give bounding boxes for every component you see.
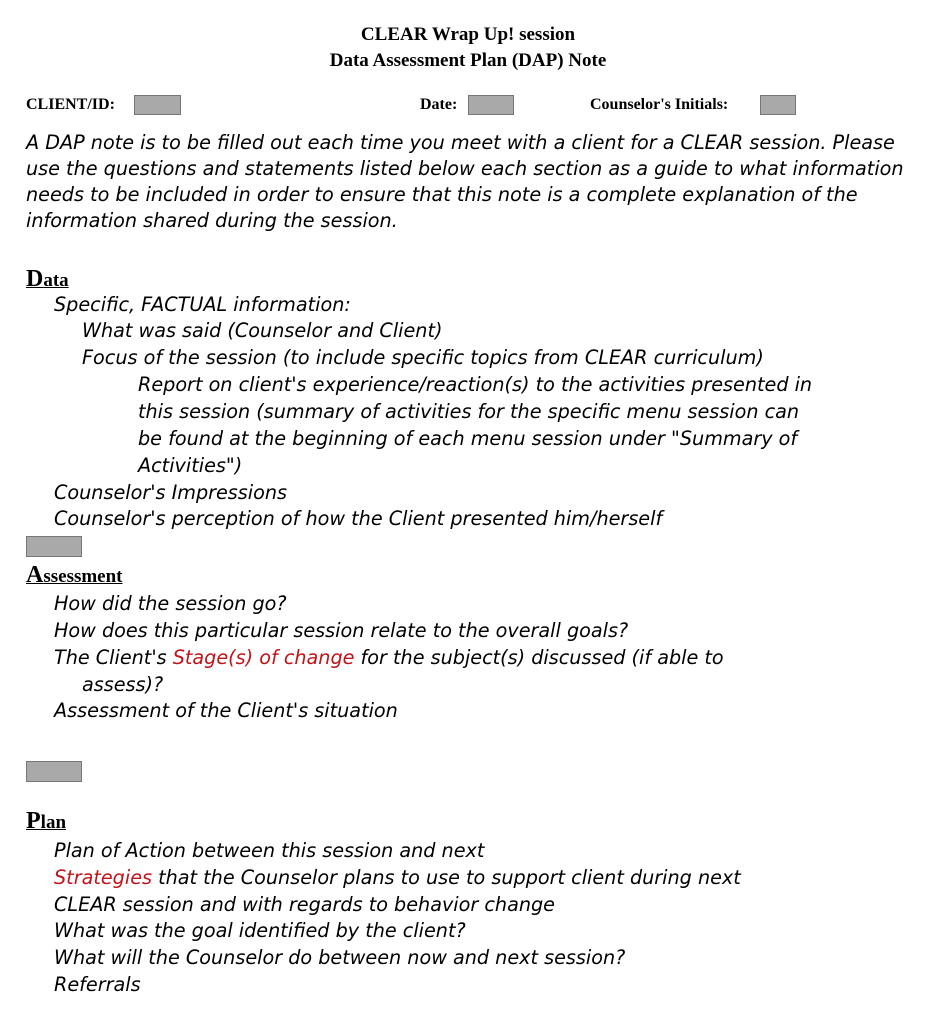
intro-paragraph: A DAP note is to be filled out each time you meet with a client for a CLEAR session. Please use the questions and statements listed below each section as a guide to what information needs to be included in order to ensure that this note is a complete explanation of the information shared during the session.	[26, 131, 904, 232]
counselor-initials-field[interactable]	[760, 95, 796, 115]
data-line-2: What was said (Counselor and Client)	[82, 319, 443, 342]
data-heading	[26, 266, 69, 293]
date-label: Date:	[420, 96, 458, 113]
assessment-heading-initial: A	[26, 562, 44, 588]
data-line-9: Counselor's perception of how the Client presented him/herself	[54, 507, 663, 530]
assessment-line-1: How did the session go?	[54, 592, 287, 615]
document-subtitle: Data Assessment Plan (DAP) Note	[329, 50, 607, 71]
data-line-5: this session (summary of activities for the specific menu session can	[138, 400, 800, 423]
stage-of-change-highlight: Stage(s) of change	[172, 646, 355, 669]
assessment-heading-rest: ssessment	[43, 566, 123, 587]
plan-line-2-post: that the Counselor plans to use to support client during next	[152, 866, 741, 889]
plan-line-2	[54, 865, 741, 891]
plan-line-6: Referrals	[54, 973, 141, 996]
client-id-field[interactable]	[134, 95, 181, 115]
data-line-4: Report on client's experience/reaction(s) to the activities presented in	[138, 373, 813, 396]
counselor-initials-label: Counselor's Initials:	[590, 96, 729, 113]
assessment-line-2: How does this particular session relate to the overall goals?	[54, 619, 629, 642]
plan-line-5: What will the Counselor do between now and next session?	[54, 946, 626, 969]
assessment-entry-field[interactable]	[26, 761, 82, 782]
assessment-line-4: assess)?	[82, 673, 164, 696]
data-line-8: Counselor's Impressions	[54, 481, 288, 504]
plan-line-1: Plan of Action between this session and next	[54, 839, 485, 862]
data-line-7: Activities")	[138, 454, 243, 477]
document-title: CLEAR Wrap Up! session	[360, 24, 576, 45]
plan-heading-initial: P	[26, 808, 41, 834]
data-heading-rest: ata	[43, 270, 69, 291]
client-id-label: CLIENT/ID:	[26, 96, 115, 113]
assessment-heading	[26, 562, 123, 589]
date-field[interactable]	[468, 95, 514, 115]
assessment-line-3-pre: The Client's	[54, 646, 173, 669]
plan-line-4: What was the goal identified by the client?	[54, 919, 466, 942]
plan-line-3: CLEAR session and with regards to behavior change	[54, 893, 555, 916]
assessment-line-3-post: for the subject(s) discussed (if able to	[354, 646, 724, 669]
data-line-6: be found at the beginning of each menu session under "Summary of	[138, 427, 798, 450]
strategies-highlight: Strategies	[54, 866, 152, 889]
data-line-3: Focus of the session (to include specific topics from CLEAR curriculum)	[82, 346, 764, 369]
plan-heading	[26, 808, 66, 835]
assessment-line-3	[54, 645, 724, 671]
data-entry-field[interactable]	[26, 536, 82, 557]
data-heading-initial: D	[26, 266, 44, 292]
assessment-line-5: Assessment of the Client's situation	[54, 699, 398, 722]
plan-heading-rest: lan	[40, 812, 67, 833]
data-line-1: Specific, FACTUAL information:	[54, 293, 351, 316]
